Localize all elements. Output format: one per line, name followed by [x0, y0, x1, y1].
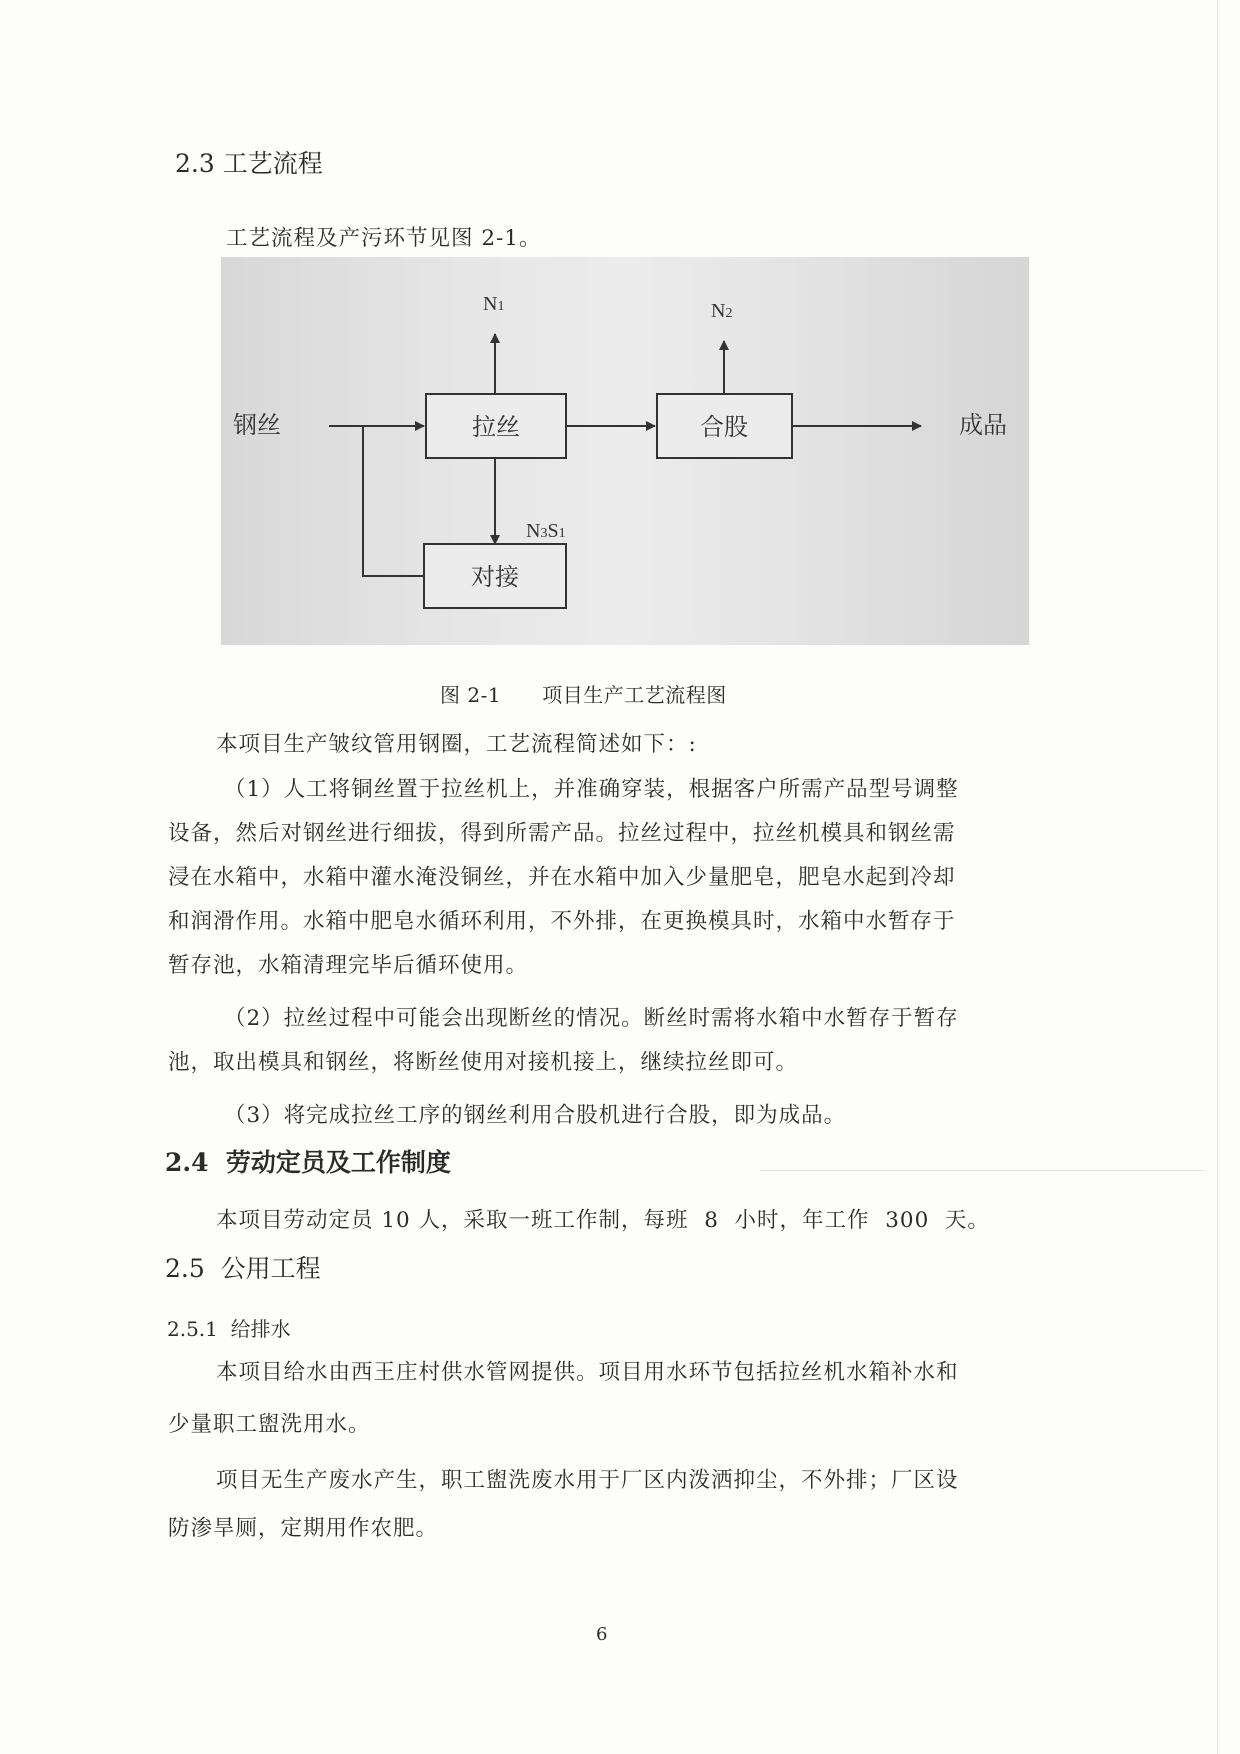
- section-heading-2-3: 2.3 工艺流程: [175, 149, 323, 178]
- step1-line2: 设备，然后对钢丝进行细拔，得到所需产品。拉丝过程中，拉丝机模具和钢丝需: [168, 821, 956, 846]
- process-label-stranding: 合股: [700, 413, 748, 441]
- staffing-text: 本项目劳动定员 10 人，采取一班工作制，每班 8 小时，年工作 300 天。: [216, 1208, 990, 1233]
- water-supply-line1: 本项目给水由西王庄村供水管网提供。项目用水环节包括拉丝机水箱补水和: [216, 1360, 959, 1385]
- horizontal-rule: [760, 1170, 1205, 1171]
- drainage-line1: 项目无生产废水产生，职工盥洗废水用于厂区内泼洒抑尘，不外排；厂区设: [216, 1468, 959, 1493]
- step2-line1: （2）拉丝过程中可能会出现断丝的情况。断丝时需将水箱中水暂存于暂存: [224, 1006, 959, 1031]
- output-label-product: 成品: [959, 411, 1007, 439]
- process-label-joining: 对接: [471, 563, 519, 591]
- step2-line2: 池，取出模具和钢丝，将断丝使用对接机接上，继续拉丝即可。: [168, 1050, 799, 1075]
- paragraph-overview: 本项目生产皱纹管用钢圈，工艺流程简述如下：:: [216, 732, 697, 757]
- section-heading-2-4: 2.4 劳动定员及工作制度: [165, 1148, 451, 1177]
- page-number: 6: [596, 1624, 608, 1645]
- emission-label-n1: N1: [483, 293, 505, 315]
- intro-text: 工艺流程及产污环节见图 2-1。: [226, 226, 542, 251]
- step1-line1: （1）人工将铜丝置于拉丝机上，并准确穿装，根据客户所需产品型号调整: [224, 777, 959, 802]
- step3-line1: （3）将完成拉丝工序的钢丝利用合股机进行合股，即为成品。: [224, 1103, 847, 1128]
- step1-line5: 暂存池，水箱清理完毕后循环使用。: [168, 953, 529, 978]
- process-flow-diagram: [221, 257, 1029, 645]
- subsection-heading-2-5-1: 2.5.1 给排水: [167, 1317, 291, 1341]
- input-label-steel-wire: 钢丝: [233, 411, 281, 439]
- step1-line3: 浸在水箱中，水箱中灌水淹没铜丝，并在水箱中加入少量肥皂，肥皂水起到冷却: [168, 865, 956, 890]
- water-supply-line2: 少量职工盥洗用水。: [168, 1412, 371, 1437]
- drainage-line2: 防渗旱厕，定期用作农肥。: [168, 1516, 439, 1541]
- section-heading-2-5: 2.5 公用工程: [165, 1254, 321, 1283]
- page-edge-line: [1217, 0, 1218, 1754]
- feedback-line-joining-to-drawing: [363, 426, 424, 576]
- emission-label-n2: N2: [711, 300, 733, 322]
- process-label-drawing: 拉丝: [472, 413, 520, 441]
- step1-line4: 和润滑作用。水箱中肥皂水循环利用，不外排，在更换模具时，水箱中水暂存于: [168, 909, 956, 934]
- emission-label-n3-s1: N3S1: [526, 520, 566, 542]
- flow-diagram-svg: [221, 257, 1029, 645]
- figure-caption: 图 2-1 项目生产工艺流程图: [440, 683, 727, 707]
